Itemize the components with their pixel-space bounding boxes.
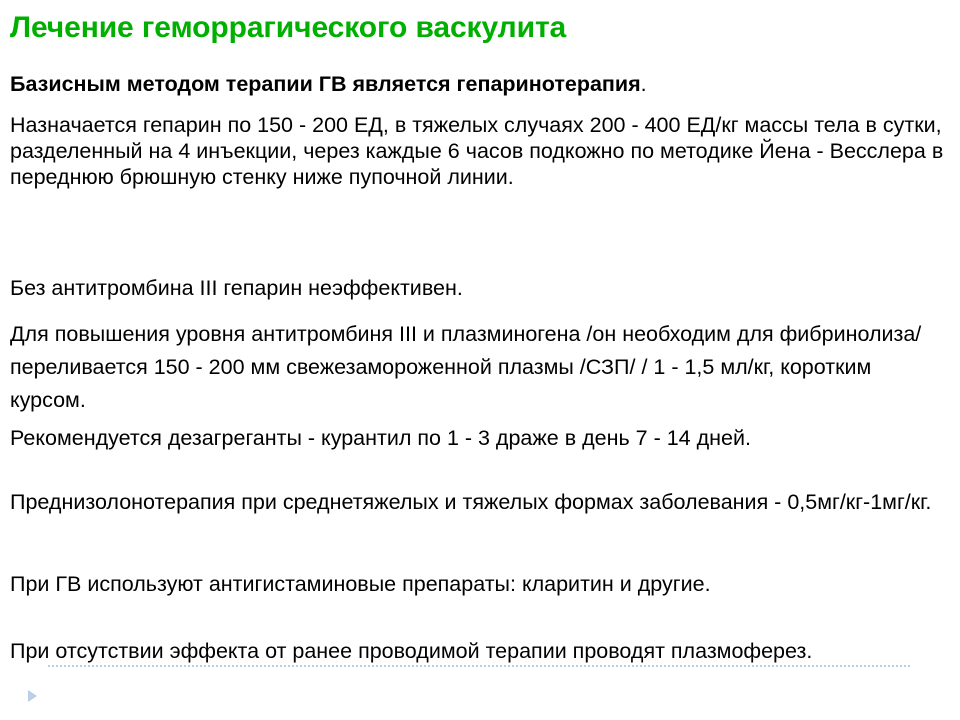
triangle-arrow-icon [28,690,37,702]
lead-bold-text: Базисным методом терапии ГВ является гепаринотерапия [10,72,641,96]
prednisolone-paragraph: Преднизолонотерапия при среднетяжелых и тяжелых формах заболевания - 0,5мг/кг-1мг/кг. [10,490,932,514]
heparin-paragraph: Назначается гепарин по 150 - 200 ЕД, в тяжелых случаях 200 - 400 ЕД/кг массы тела в сутки, разделенный на 4 инъекции, через каждые 6 часов подкожно по методике Йена - Весслера в переднюю брюшную стенку ниже пупочной линии. [10,113,944,189]
antihistamine-paragraph: При ГВ используют антигистаминовые препараты: кларитин и другие. [10,572,711,596]
plasmapheresis-paragraph: При отсутствии эффекта от ранее проводимой терапии проводят плазмоферез. [10,639,813,663]
disaggregants-paragraph: Рекомендуется дезагреганты - курантил по 1 - 3 драже в день 7 - 14 дней. [10,426,751,450]
slide-title: Лечение геморрагического васкулита [10,11,567,44]
lead-tail-text: . [640,72,647,96]
plasma-paragraph: Для повышения уровня антитромбиня III и плазминогена /он необходим для фибринолиза/ переливается 150 - 200 мм свежезамороженной плазмы /СЗП/ / 1 - 1,5 мл/кг, коротким курсом. [10,322,922,412]
antithrombin-paragraph: Без антитромбина III гепарин неэффективен. [10,276,463,300]
lead-paragraph [10,71,950,97]
